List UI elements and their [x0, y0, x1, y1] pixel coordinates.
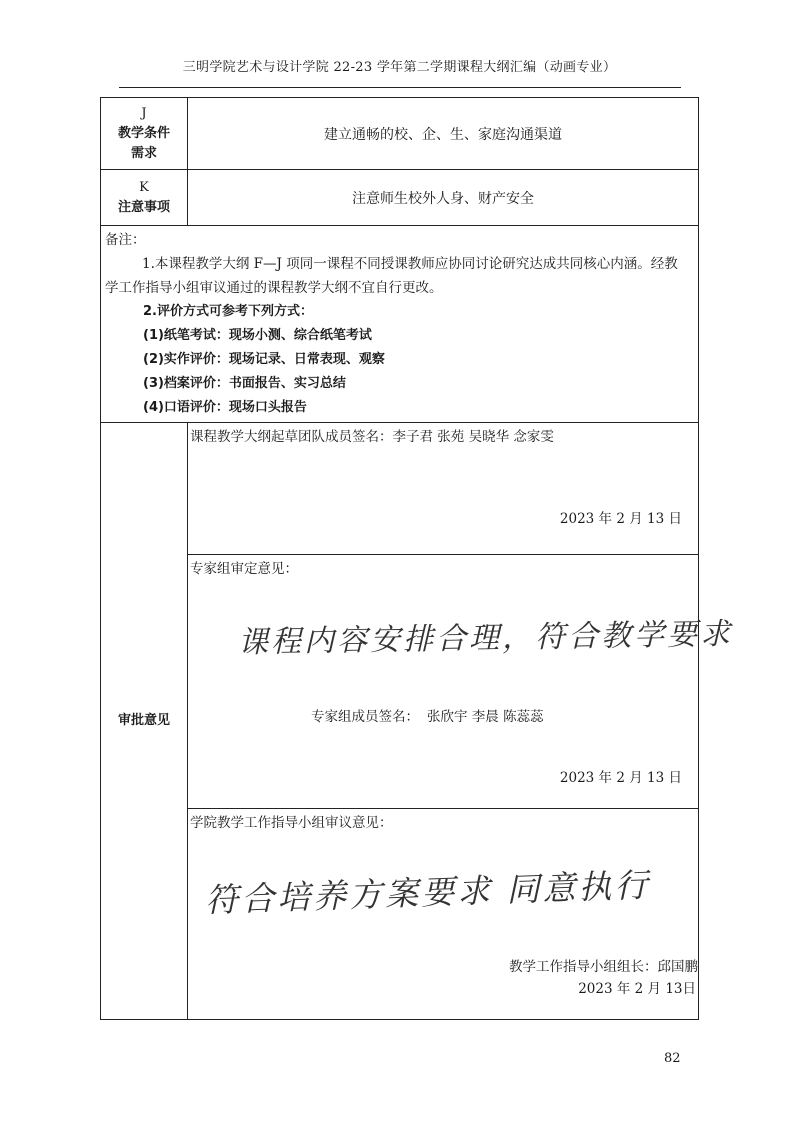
- row-j-label: [101, 98, 188, 170]
- college-leader-name: 邱国鹏: [657, 959, 698, 975]
- row-k: [101, 170, 699, 226]
- college-leader-label: 教学工作指导小组组长：: [509, 959, 658, 975]
- approval-label: 审批意见: [101, 423, 188, 1020]
- row-k-label: [101, 170, 188, 226]
- expert-date: 2023 年 2 月 13 日: [559, 770, 682, 786]
- college-leader: [509, 955, 698, 975]
- expert-title: 专家组审定意见：: [190, 561, 298, 577]
- college-handwritten-opinion: 符合培养方案要求 同意执行: [204, 865, 652, 920]
- drafting-title-text: 课程教学大纲起草团队成员签名：: [190, 429, 393, 445]
- row-k-label-text: 注意事项: [117, 199, 170, 215]
- method-item: (1)纸笔考试：现场小测、综合纸笔考试: [143, 328, 372, 343]
- expert-row: [101, 555, 699, 809]
- college-row: [101, 809, 699, 1020]
- header-rule: [119, 87, 681, 88]
- method-item: (2)实作评价：现场记录、日常表现、观察: [143, 352, 385, 367]
- notes-item1-line2: 学工作指导小组审议通过的课程教学大纲不宜自行更改。: [105, 280, 443, 296]
- drafting-cell: [188, 423, 699, 555]
- notes-item1-line1: 1.本课程教学大纲 F—J 项同一课程不同授课教师应协同讨论研究达成共同核心内涵。经教: [142, 256, 678, 272]
- notes-row: [101, 226, 699, 423]
- row-k-value: 注意师生校外人身、财产安全: [188, 170, 699, 226]
- expert-cell: [188, 555, 734, 809]
- notes-cell: [101, 226, 699, 423]
- method-item: (3)档案评价：书面报告、实习总结: [143, 376, 346, 391]
- college-date: 2023 年 2 月 13日: [578, 981, 696, 997]
- method-item: (4)口语评价：现场口头报告: [143, 400, 307, 415]
- row-j-value: 建立通畅的校、企、生、家庭沟通渠道: [188, 98, 699, 170]
- row-j-label-line1: 教学条件: [117, 125, 170, 141]
- expert-handwritten-opinion: 课程内容安排合理，符合教学要求: [237, 616, 734, 661]
- syllabus-table: [100, 97, 734, 1020]
- college-cell: [188, 809, 699, 1020]
- row-j-label-line2: 需求: [130, 145, 157, 161]
- notes-item2: 2.评价方式可参考下列方式：: [143, 304, 313, 319]
- expert-signature-label: 专家组成员签名：: [311, 709, 419, 725]
- expert-signature: [311, 705, 544, 725]
- row-j-letter: J: [141, 105, 147, 121]
- drafting-title: [190, 425, 554, 445]
- drafting-members: 李子君 张苑 吴晓华 念家雯: [392, 429, 554, 445]
- notes-heading: 备注：: [105, 232, 146, 248]
- page-header: 三明学院艺术与设计学院 22-23 学年第二学期课程大纲汇编（动画专业）: [182, 60, 617, 75]
- page-number: 82: [664, 1051, 681, 1066]
- expert-members: 张欣宇 李晨 陈蕊蕊: [427, 709, 544, 725]
- row-j: [101, 98, 699, 170]
- drafting-row: [101, 423, 699, 555]
- row-k-letter: K: [139, 179, 149, 195]
- drafting-date: 2023 年 2 月 13 日: [559, 511, 682, 527]
- college-title: 学院教学工作指导小组审议意见：: [190, 815, 393, 831]
